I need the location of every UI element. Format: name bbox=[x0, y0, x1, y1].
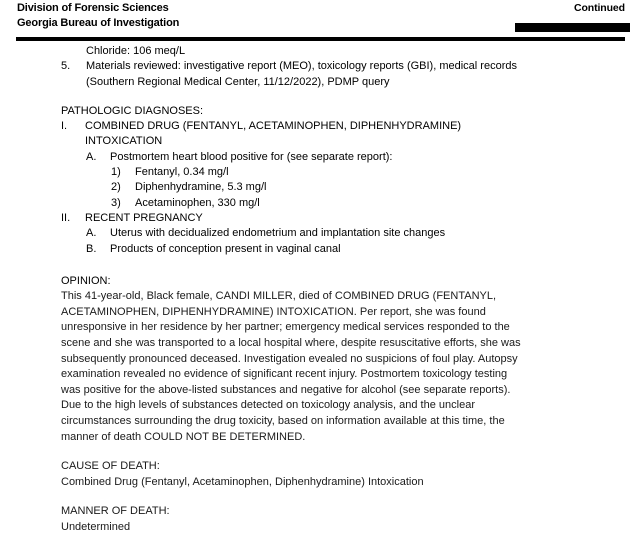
opinion-line: manner of death COULD NOT BE DETERMINED. bbox=[61, 430, 306, 443]
materials-reviewed-line-2: (Southern Regional Medical Center, 11/12/2022), PDMP query bbox=[86, 75, 390, 88]
substance-row bbox=[0, 196, 640, 211]
document-body bbox=[0, 44, 640, 535]
manner-of-death-section bbox=[0, 504, 640, 535]
substance-value: Diphenhydramine, 5.3 mg/l bbox=[135, 181, 267, 194]
opinion-line: circumstances surrounding the drug toxicity, based on information available at this time, the bbox=[61, 414, 505, 427]
agency-line-bureau: Georgia Bureau of Investigation bbox=[17, 16, 180, 29]
chloride-line: Chloride: 106 meq/L bbox=[86, 45, 186, 57]
substance-row bbox=[0, 180, 640, 195]
continued-label: Continued bbox=[573, 2, 625, 14]
diagnosis-item-1-line-1: COMBINED DRUG (FENTANYL, ACETAMINOPHEN, DIPHENHYDRAMINE) bbox=[85, 120, 462, 133]
list-marker: 3) bbox=[111, 196, 121, 209]
substance-value: Acetaminophen, 330 mg/l bbox=[135, 196, 260, 209]
diagnosis-item-1-sub-a-text: Postmortem heart blood positive for (see separate report): bbox=[110, 150, 393, 163]
diagnosis-item-1-sub-a bbox=[0, 150, 640, 165]
list-marker: A. bbox=[86, 150, 97, 163]
opinion-paragraph bbox=[0, 289, 640, 445]
opinion-line: scene and she was transported to a local hospital where, despite resuscitative efforts, she was bbox=[61, 336, 521, 349]
agency-heading bbox=[17, 1, 179, 30]
opinion-line: examination revealed no evidence of significant recent injury. Postmortem toxicology testing bbox=[61, 368, 508, 381]
list-marker: 2) bbox=[111, 181, 121, 194]
substance-value: Fentanyl, 0.34 mg/l bbox=[135, 166, 229, 179]
opinion-line: Due to the high levels of substances detected on toxicology analysis, and the unclear bbox=[61, 399, 475, 412]
diagnosis-item-1 bbox=[0, 119, 640, 134]
opinion-line: This 41-year-old, Black female, CANDI MILLER, died of COMBINED DRUG (FENTANYL, bbox=[61, 290, 497, 303]
agency-line-division: Division of Forensic Sciences bbox=[17, 2, 169, 14]
diagnosis-item-2 bbox=[0, 211, 640, 226]
materials-reviewed-item bbox=[0, 59, 640, 74]
diagnosis-item-2-sub-b bbox=[0, 242, 640, 257]
materials-reviewed-line-1: Materials reviewed: investigative report (MEO), toxicology reports (GBI), medical records bbox=[86, 60, 517, 73]
page-header bbox=[0, 0, 640, 44]
manner-of-death-heading: MANNER OF DEATH: bbox=[61, 505, 170, 518]
header-divider-rule bbox=[16, 37, 625, 41]
diagnosis-item-1-line-2: INTOXICATION bbox=[85, 135, 163, 148]
list-marker: A. bbox=[86, 227, 97, 240]
list-marker: B. bbox=[86, 242, 97, 255]
opinion-line: subsequently pronounced deceased. Investigation evealed no suspicions of foul play. Autopsy bbox=[61, 352, 518, 365]
diagnosis-item-2-title: RECENT PREGNANCY bbox=[85, 211, 203, 224]
cause-of-death-section bbox=[0, 459, 640, 490]
diagnosis-item-2-sub-a bbox=[0, 226, 640, 241]
cause-of-death-heading: CAUSE OF DEATH: bbox=[61, 460, 160, 473]
list-marker: II. bbox=[61, 211, 71, 224]
redaction-bar bbox=[515, 23, 630, 32]
list-marker: 5. bbox=[61, 60, 71, 73]
manner-of-death-value: Undetermined bbox=[61, 520, 131, 533]
opinion-line: was positive for the above-listed substances and negative for alcohol (see separate reports). bbox=[61, 383, 511, 396]
substance-row bbox=[0, 165, 640, 180]
pathologic-diagnoses-heading: PATHOLOGIC DIAGNOSES: bbox=[61, 104, 204, 117]
list-marker: I. bbox=[61, 120, 68, 133]
opinion-line: unresponsive in her residence by her partner; emergency medical services responded to the bbox=[61, 321, 510, 334]
list-marker: 1) bbox=[111, 166, 121, 179]
opinion-heading: OPINION: bbox=[61, 274, 111, 287]
diagnosis-item-2-sub-a-text: Uterus with decidualized endometrium and implantation site changes bbox=[110, 227, 446, 240]
opinion-line: ACETAMINOPHEN, DIPHENHYDRAMINE) INTOXICATION. Per report, she was found bbox=[61, 305, 486, 318]
cause-of-death-value: Combined Drug (Fentanyl, Acetaminophen, Diphenhydramine) Intoxication bbox=[61, 475, 424, 488]
diagnosis-item-2-sub-b-text: Products of conception present in vaginal canal bbox=[110, 242, 341, 255]
